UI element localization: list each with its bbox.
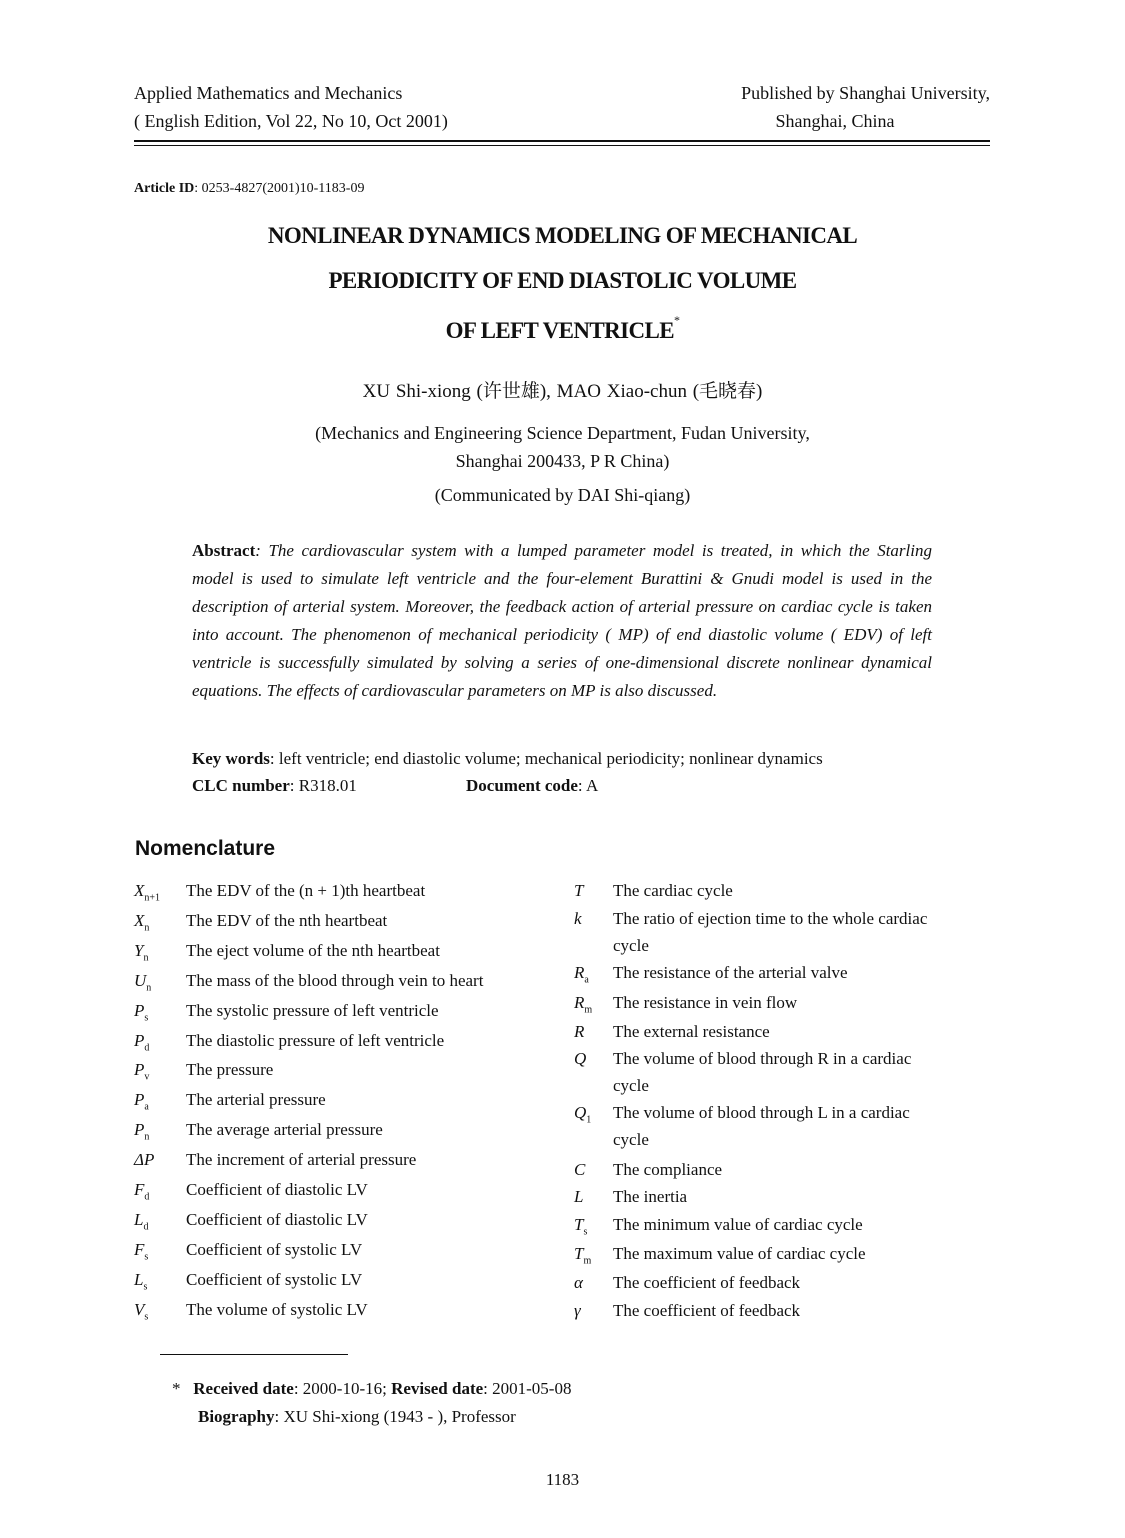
- affiliation-line-2: Shanghai 200433, P R China): [455, 451, 670, 471]
- nomenclature-right-definition: The inertia: [613, 1187, 688, 1206]
- nomenclature-right-symbol: $R_a$: [574, 963, 589, 986]
- nomenclature-left-symbol: $X_{n+1}$: [134, 881, 161, 904]
- header-rule-thick: [134, 140, 990, 142]
- nomenclature-left-symbol: $U_n$: [134, 970, 152, 994]
- nomenclature-right-symbol: $R_m$: [574, 993, 593, 1016]
- nomenclature-right-definition: The external resistance: [613, 1022, 770, 1041]
- received-value: : 2000-10-16;: [293, 1379, 387, 1398]
- nomenclature-left-definition: The EDV of the (n + 1)th heartbeat: [186, 881, 426, 900]
- nomenclature-left-symbol: $L_s$: [134, 1269, 148, 1293]
- nomenclature-left-definition: The diastolic pressure of left ventricle: [186, 1030, 445, 1050]
- clc-number: [192, 776, 357, 796]
- nomenclature-right-symbol: C: [574, 1160, 586, 1179]
- nomenclature-left-symbol: ΔP: [134, 1150, 155, 1170]
- header-rule-thin: [134, 145, 990, 146]
- nomenclature-right-symbol: T: [574, 881, 584, 900]
- nomenclature-right-definition: The resistance of the arterial valve: [613, 963, 848, 982]
- nomenclature-left-definition: The mass of the blood through vein to heart: [186, 970, 484, 990]
- nomenclature-left-symbol: $V_s$: [134, 1299, 149, 1322]
- nomenclature-left-symbol: $Y_n$: [134, 940, 149, 964]
- abstract-text: : The cardiovascular system with a lumped parameter model is treated, in which the Starling model is used to simulate left ventricle and the four-element Burattini & Gnudi model is used in the description of arterial system. Moreover, the feedback action of arterial pressure on cardiac cycle is taken into account. The phenomenon of mechanical periodicity ( MP) of end diastolic volume ( EDV) of left ventricle is successfully simulated by solving a series of one-dimensional discrete nonlinear dynamical equations. The effects of cardiovascular parameters on MP is also discussed.: [192, 541, 932, 700]
- nomenclature-right-definition: The volume of blood through L in a cardiac: [613, 1103, 910, 1122]
- title-line-1: NONLINEAR DYNAMICS MODELING OF MECHANICAL: [267, 223, 858, 248]
- revised-value: : 2001-05-08: [483, 1379, 572, 1398]
- revised-label: Revised date: [391, 1379, 484, 1398]
- affiliation-line-1: (Mechanics and Engineering Science Department, Fudan University,: [315, 423, 810, 443]
- footnote-dates: [172, 1379, 571, 1399]
- nomenclature-left-symbol: $F_s$: [134, 1239, 149, 1263]
- footnote-mark: *: [172, 1379, 181, 1398]
- nomenclature-right-definition: The coefficient of feedback: [613, 1301, 801, 1320]
- doc-code-label: Document code: [466, 776, 578, 795]
- nomenclature-right-symbol: k: [574, 909, 582, 928]
- nomenclature-right-definition: The compliance: [613, 1160, 723, 1179]
- nomenclature-right-symbol: R: [574, 1022, 585, 1041]
- nomenclature-left-symbol: $F_d$: [134, 1180, 150, 1203]
- title-line-2: PERIODICITY OF END DIASTOLIC VOLUME: [328, 268, 797, 293]
- nomenclature-right-symbol: $Q_1$: [574, 1103, 592, 1126]
- publisher-location: Shanghai, China: [775, 111, 895, 131]
- keywords-label: Key words: [192, 749, 270, 768]
- publisher: Published by Shanghai University,: [741, 83, 990, 103]
- footnote-biography: [198, 1407, 516, 1427]
- abstract-label: Abstract: [192, 541, 256, 560]
- nomenclature-left-symbol: $P_d$: [134, 1030, 150, 1053]
- document-code: [466, 776, 598, 796]
- article-id-label: Article ID: [134, 181, 195, 196]
- nomenclature-left-definition: Coefficient of diastolic LV: [186, 1209, 368, 1229]
- clc-value: : R318.01: [289, 776, 357, 795]
- received-label: Received date: [193, 1379, 294, 1398]
- nomenclature-right-definition-continued: cycle: [613, 1130, 649, 1149]
- biography-value: : XU Shi-xiong (1943 - ), Professor: [274, 1407, 516, 1426]
- page-number: 1183: [545, 1470, 580, 1489]
- nomenclature-right-symbol: $T_s$: [574, 1215, 588, 1238]
- abstract: [192, 537, 932, 705]
- nomenclature-right-definition: The volume of blood through R in a cardiac: [613, 1049, 912, 1068]
- clc-label: CLC number: [192, 776, 290, 795]
- title-footnote-mark: *: [673, 313, 680, 327]
- nomenclature-left-symbol: $P_a$: [134, 1090, 149, 1113]
- article-id: [134, 181, 364, 197]
- journal-edition: ( English Edition, Vol 22, No 10, Oct 2001): [134, 111, 448, 131]
- authors: XU Shi-xiong (许世雄), MAO Xiao-chun (毛晓春): [362, 381, 763, 402]
- footnote-rule: [160, 1354, 348, 1355]
- nomenclature-right-symbol: α: [574, 1273, 583, 1292]
- nomenclature-left-definition: The arterial pressure: [186, 1090, 326, 1110]
- nomenclature-right-symbol: L: [574, 1187, 584, 1206]
- title-line-3-text: OF LEFT VENTRICLE: [445, 318, 674, 343]
- nomenclature-left-symbol: $P_v$: [134, 1060, 150, 1083]
- nomenclature-left-definition: The average arterial pressure: [186, 1120, 383, 1140]
- biography-label: Biography: [198, 1407, 275, 1426]
- nomenclature-right-symbol: γ: [574, 1301, 581, 1320]
- nomenclature-left-definition: The increment of arterial pressure: [186, 1150, 417, 1170]
- nomenclature-left-symbol: $X_n$: [134, 910, 150, 934]
- nomenclature-left-definition: Coefficient of systolic LV: [186, 1269, 363, 1289]
- nomenclature-right-definition: The maximum value of cardiac cycle: [613, 1244, 866, 1263]
- nomenclature-right-definition: The coefficient of feedback: [613, 1273, 801, 1292]
- nomenclature-right-symbol: $T_m$: [574, 1244, 592, 1267]
- nomenclature-right-definition: The minimum value of cardiac cycle: [613, 1215, 863, 1234]
- keywords-value: : left ventricle; end diastolic volume; mechanical periodicity; nonlinear dynamics: [269, 749, 823, 768]
- nomenclature-right-definition: The ratio of ejection time to the whole cardiac: [613, 909, 928, 928]
- nomenclature-left-symbol: $L_d$: [134, 1209, 149, 1233]
- journal-name: Applied Mathematics and Mechanics: [134, 83, 403, 103]
- nomenclature-right-definition-continued: cycle: [613, 936, 649, 955]
- doc-code-value: : A: [577, 776, 599, 795]
- communicated-by: (Communicated by DAI Shi-qiang): [434, 485, 691, 505]
- nomenclature-left-symbol: $P_n$: [134, 1120, 150, 1143]
- nomenclature-left-symbol: $P_s$: [134, 1000, 149, 1023]
- nomenclature-left-definition: The EDV of the nth heartbeat: [186, 910, 388, 930]
- nomenclature-heading: Nomenclature: [135, 837, 276, 860]
- nomenclature-right-definition: The cardiac cycle: [613, 881, 733, 900]
- nomenclature-right-symbol: Q: [574, 1049, 587, 1068]
- nomenclature-left-definition: Coefficient of systolic LV: [186, 1239, 363, 1259]
- nomenclature-right-definition-continued: cycle: [613, 1076, 649, 1095]
- nomenclature-left-definition: Coefficient of diastolic LV: [186, 1180, 368, 1199]
- keywords: [192, 749, 823, 769]
- nomenclature-left-definition: The eject volume of the nth heartbeat: [186, 940, 440, 960]
- nomenclature-right-definition: The resistance in vein flow: [613, 993, 798, 1012]
- article-id-value: : 0253-4827(2001)10-1183-09: [194, 181, 365, 196]
- nomenclature-left-definition: The systolic pressure of left ventricle: [186, 1000, 439, 1020]
- nomenclature-left-definition: The volume of systolic LV: [186, 1299, 368, 1319]
- nomenclature-left-definition: The pressure: [186, 1060, 274, 1080]
- title-line-3: [0, 313, 1125, 344]
